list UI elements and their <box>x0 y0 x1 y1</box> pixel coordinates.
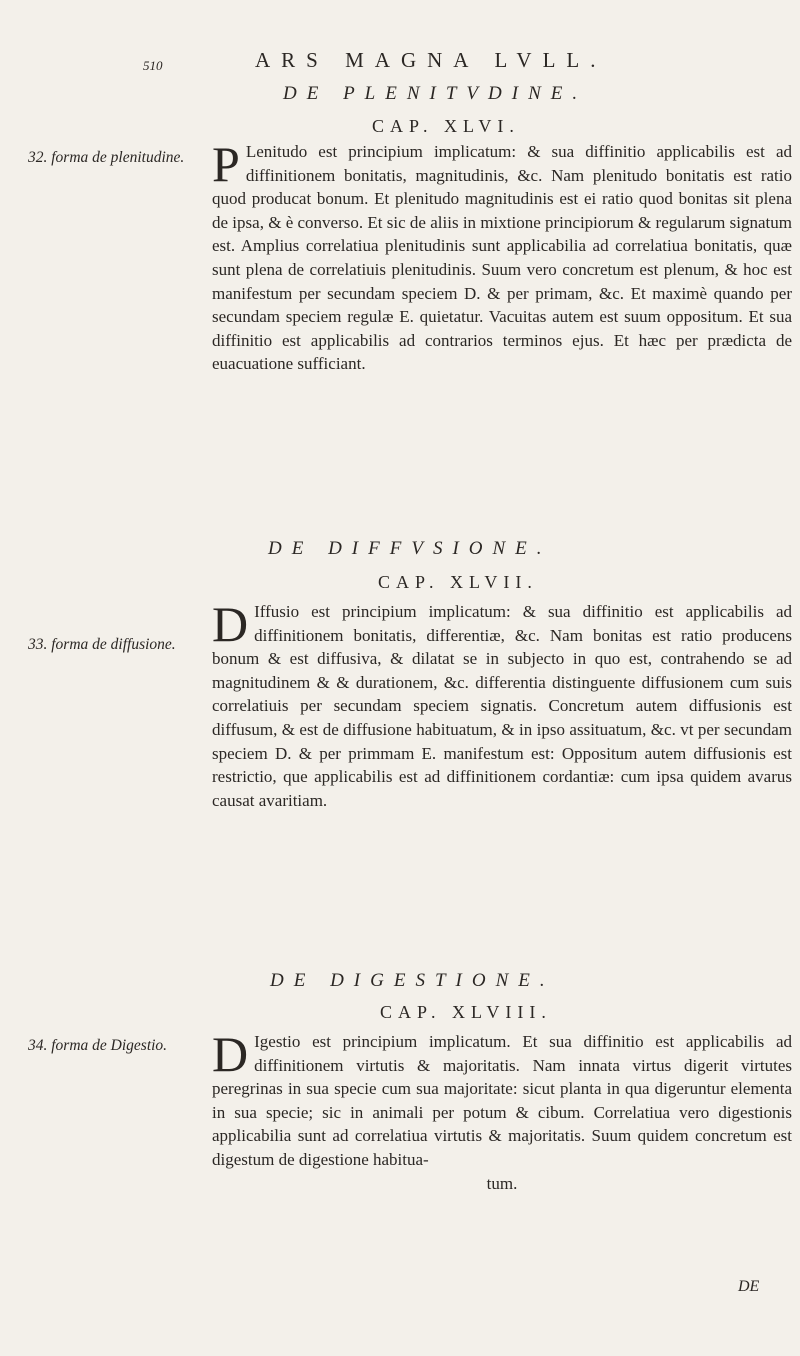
page-number: 510 <box>143 58 163 73</box>
paragraph-diffusione <box>212 596 792 812</box>
paragraph-text: Iffusio est principium implicatum: & sua diffinitio est applicabilis ad diffinitionem bonitatis, differentiæ, &c. Nam bonitas est ratio producens bonum & est diffusiva, & dilatat se in subjecto in quo est, contrahendo se ad magnitudinem & & durationem, &c. differentia distinguente diffusionem cum suis correlatiuis per secundam speciem signatis. Concretum autem diffusionis est diffusum, & est de diffusione habituatum, & in ipso assituatum, &c. vt per secundam speciem D. & per primmam E. manifestum est: Oppositum autem diffusionis est restrictio, que applicabilis est ad diffinitionem cordantiæ: cum ipsa quidem avarus causat avaritiam. <box>212 602 792 810</box>
section-title-diffusione: DE DIFFVSIONE. <box>268 538 552 559</box>
paragraph-text: Igestio est principium implicatum. Et sua diffinitio est applicabilis ad diffinitionem virtutis & majoritatis. Nam innata virtus digerit virtutes peregrinas in sua specie cum sua majoritate: sicut planta in qua digeruntur elementa in sua specie; sic in animali per potum & cibum. Correlatiua vero digestionis applicabilia sunt ad correlatiua virtutis & majoritatis. Suum quidem concretum est digestum de digestione habitua- <box>212 1032 792 1169</box>
chapter-heading-46: CAP. XLVI. <box>372 116 520 136</box>
chapter-heading-47: CAP. XLVII. <box>378 572 538 592</box>
margin-note-34: 34. forma de Digestio. <box>28 1037 168 1054</box>
section-title-digestione: DE DIGESTIONE. <box>270 970 555 991</box>
margin-note-32: 32. forma de plenitudine. <box>28 149 185 166</box>
section-title-plenitudine: DE PLENITVDINE. <box>283 83 588 104</box>
drop-cap: D <box>212 1026 249 1082</box>
margin-note-33: 33. forma de diffusione. <box>28 636 176 653</box>
paragraph-final-line: tum. <box>486 1173 518 1193</box>
paragraph-plenitudine <box>212 136 792 376</box>
drop-cap: P <box>212 136 240 192</box>
catchword: DE <box>738 1278 760 1295</box>
drop-cap: D <box>212 596 249 652</box>
paragraph-digestione <box>212 1026 792 1195</box>
chapter-heading-48: CAP. XLVIII. <box>380 1002 552 1022</box>
paragraph-text: Lenitudo est principium implicatum: & sua diffinitio applicabilis est ad diffinitionem bonitatis, magnitudinis, &c. Nam plenitudo bonitatis est ratio quod producat bonum. Et plenitudo magnitudinis est ei ratio quod bonitas sit plena de ipsa, & è converso. Et sic de aliis in mixtione principiorum & regularum signatum est. Amplius correlatiua plenitudinis sunt applicabilia ad correlatiua bonitatis, quæ sunt plena de correlatiuis plenitudinis. Suum vero concretum est plenum, & hoc est manifestum per secundam speciem D. & per primam, &c. Et maximè quando per secundam speciem regulæ E. quietatur. Vacuitas autem est suum oppositum. Et sua diffinitio est applicabilis ad contrarios terminos ejus. Et hæc per prædicta de euacuatione sufficiant. <box>212 142 792 374</box>
running-head: ARS MAGNA LVLL. <box>255 48 607 72</box>
